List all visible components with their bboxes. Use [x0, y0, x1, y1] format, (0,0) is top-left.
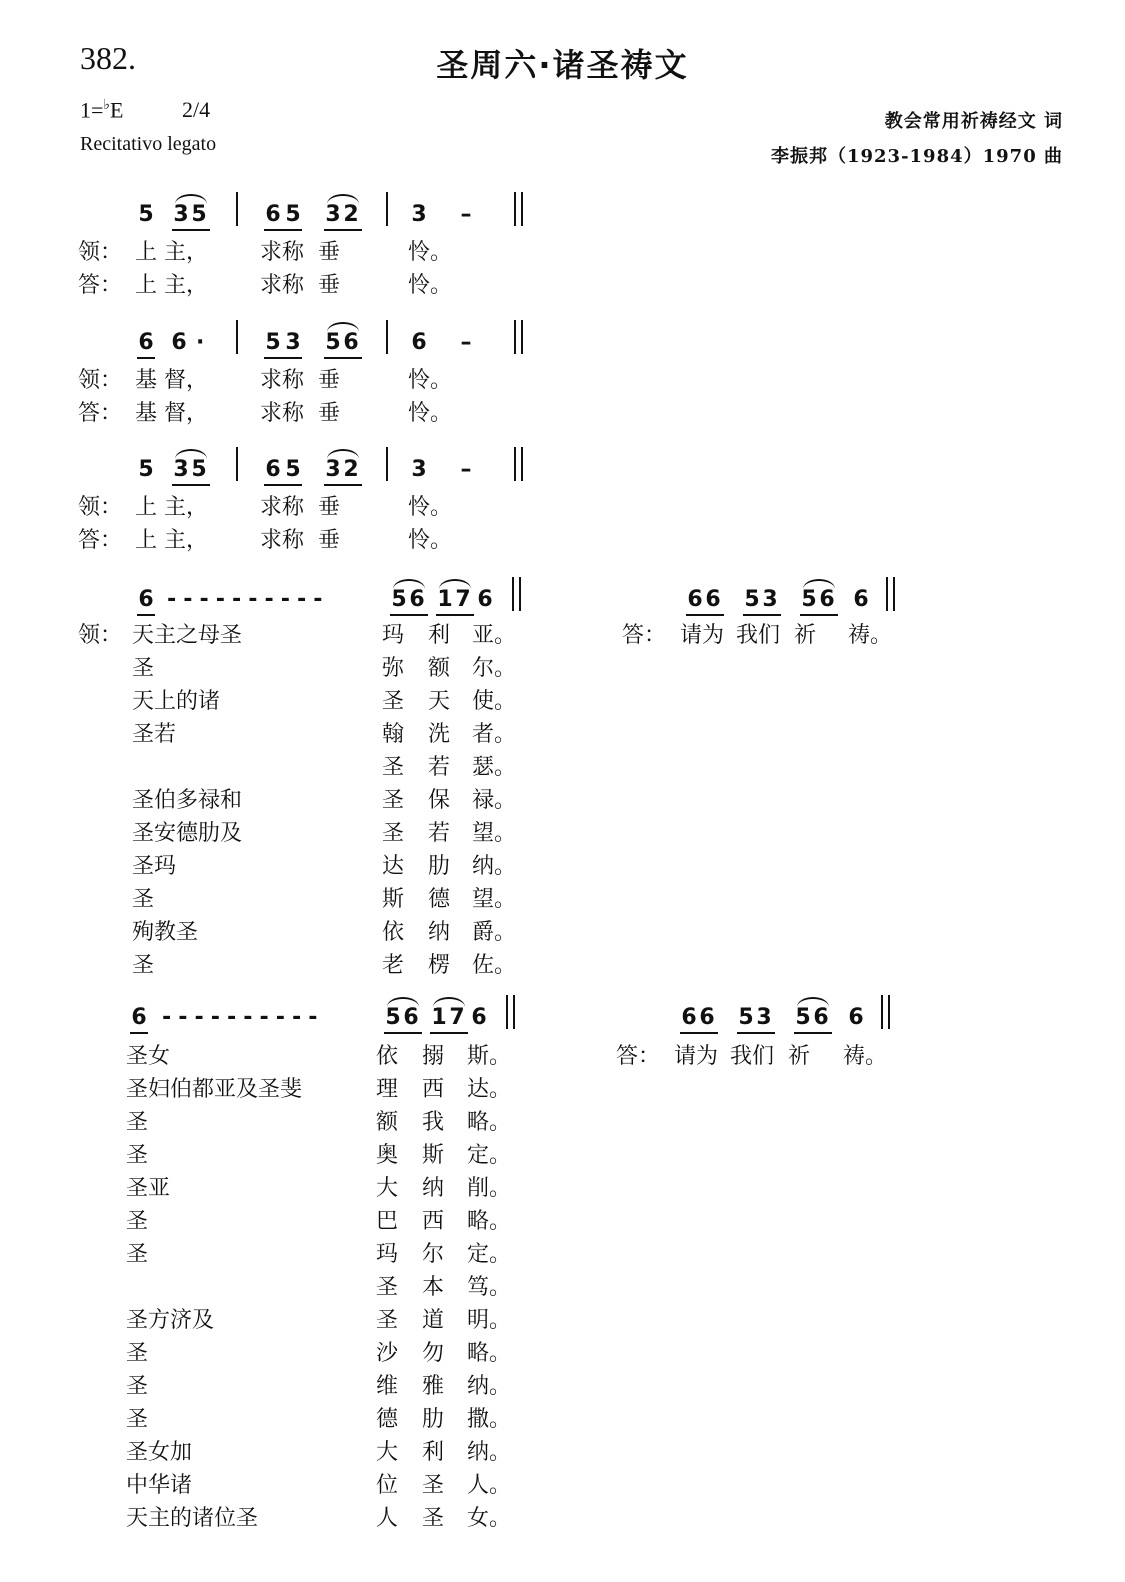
page-title: 圣周六·诸圣祷文	[436, 46, 689, 84]
underline	[172, 484, 210, 486]
invocation-syllable: 勿	[422, 1341, 445, 1366]
slur	[327, 322, 359, 332]
invocation-syllable: 弥	[382, 656, 405, 681]
barline	[236, 320, 238, 354]
invocation-syllable: 肋	[428, 854, 451, 879]
barline	[386, 320, 388, 354]
extension-dash: –	[460, 202, 472, 227]
invocation-text: 中华诸	[126, 1473, 193, 1498]
invocation-syllable: 斯	[382, 887, 405, 912]
slur	[393, 579, 425, 589]
recitation-dashes: ----------	[160, 1005, 323, 1030]
note: 3	[285, 330, 301, 355]
leader-label: 领：	[78, 368, 123, 393]
answer-label: 答：	[616, 1044, 661, 1069]
invocation-text: 圣	[132, 656, 155, 681]
invocation-syllable: 笃。	[467, 1275, 512, 1300]
invocation-syllable: 定。	[467, 1242, 512, 1267]
barline	[386, 192, 388, 226]
invocation-syllable: 纳	[422, 1176, 445, 1201]
notation-row	[0, 328, 1125, 368]
lyric: 怜。	[408, 240, 453, 265]
key-prefix: 1=	[80, 97, 104, 123]
invocation-syllable: 定。	[467, 1143, 512, 1168]
invocation-syllable: 楞	[428, 953, 451, 978]
response-word: 祈	[788, 1044, 811, 1069]
note: 6	[819, 587, 835, 612]
final-barline	[512, 577, 521, 611]
slur	[387, 997, 419, 1007]
invocation-syllable: 搦	[422, 1044, 445, 1069]
leader-label: 领：	[78, 495, 123, 520]
invocation-syllable: 利	[422, 1440, 445, 1465]
invocation-syllable: 西	[422, 1209, 445, 1234]
response-word: 请为	[674, 1044, 719, 1069]
note: 6	[138, 587, 154, 612]
invocation-text: 天上的诸	[132, 689, 221, 714]
augmentation-dot: ·	[196, 330, 205, 355]
note: 6	[403, 1005, 419, 1030]
final-barline	[881, 995, 890, 1029]
invocation-syllable: 洗	[428, 722, 451, 747]
note: 5	[391, 587, 407, 612]
response-word: 请为	[680, 623, 725, 648]
invocation-syllable: 圣	[376, 1308, 399, 1333]
invocation-syllable: 维	[376, 1374, 399, 1399]
invocation-syllable: 瑟。	[472, 755, 517, 780]
barline	[236, 447, 238, 481]
invocation-syllable: 大	[376, 1440, 399, 1465]
invocation-syllable: 西	[422, 1077, 445, 1102]
invocation-text: 殉教圣	[132, 920, 199, 945]
invocation-syllable: 尔。	[472, 656, 517, 681]
invocation-syllable: 圣	[422, 1473, 445, 1498]
invocation-text: 圣玛	[132, 854, 177, 879]
note: 5	[265, 330, 281, 355]
slur	[439, 579, 471, 589]
note: 6	[853, 587, 869, 612]
lyric: 垂	[318, 368, 341, 393]
lyric: 上 主，	[135, 273, 208, 298]
invocation-syllable: 圣	[422, 1506, 445, 1531]
note: 2	[343, 202, 359, 227]
final-barline	[506, 995, 515, 1029]
invocation-text: 圣若	[132, 722, 177, 747]
underline	[137, 357, 155, 359]
invocation-syllable: 撒。	[467, 1407, 512, 1432]
invocation-syllable: 额	[428, 656, 451, 681]
invocation-syllable: 尔	[422, 1242, 445, 1267]
note: 6	[687, 587, 703, 612]
invocation-syllable: 圣	[382, 788, 405, 813]
invocation-syllable: 圣	[376, 1275, 399, 1300]
invocation-syllable: 依	[376, 1044, 399, 1069]
invocation-syllable: 爵。	[472, 920, 517, 945]
note: 3	[762, 587, 778, 612]
underline	[384, 1032, 422, 1034]
invocation-syllable: 禄。	[472, 788, 517, 813]
invocation-text: 天主的诸位圣	[126, 1506, 259, 1531]
lyric: 垂	[318, 401, 341, 426]
note: 5	[738, 1005, 754, 1030]
response-word: 祷。	[848, 623, 893, 648]
invocation-text: 圣	[132, 887, 155, 912]
note: 6	[848, 1005, 864, 1030]
response-word: 祷。	[843, 1044, 888, 1069]
invocation-syllable: 佐。	[472, 953, 517, 978]
answer-label: 答：	[78, 401, 123, 426]
invocation-syllable: 削。	[467, 1176, 512, 1201]
invocation-syllable: 略。	[467, 1341, 512, 1366]
note: 2	[343, 457, 359, 482]
invocation-syllable: 位	[376, 1473, 399, 1498]
response-word: 我们	[736, 623, 781, 648]
barline	[386, 447, 388, 481]
note: 3	[325, 202, 341, 227]
composer-credit: 李振邦（1923-1984）1970 曲	[770, 146, 1063, 167]
underline	[686, 614, 724, 616]
invocation-syllable: 我	[422, 1110, 445, 1135]
invocation-syllable: 天	[428, 689, 451, 714]
note: 6	[265, 202, 281, 227]
note: 5	[138, 202, 154, 227]
lyric: 垂	[318, 495, 341, 520]
underline	[324, 357, 362, 359]
underline	[794, 1032, 832, 1034]
notation-row	[0, 1003, 1125, 1043]
invocation-text: 圣伯多禄和	[132, 788, 243, 813]
lyric: 求称	[260, 495, 305, 520]
lyric: 垂	[318, 528, 341, 553]
note: 6	[705, 587, 721, 612]
note: 7	[455, 587, 471, 612]
invocation-syllable: 纳。	[467, 1440, 512, 1465]
notation-row	[0, 200, 1125, 240]
underline	[390, 614, 428, 616]
invocation-syllable: 使。	[472, 689, 517, 714]
lyric: 怜。	[408, 495, 453, 520]
invocation-syllable: 纳	[428, 920, 451, 945]
lyric: 怜。	[408, 368, 453, 393]
note: 3	[173, 202, 189, 227]
response-word: 我们	[730, 1044, 775, 1069]
leader-label: 领：	[78, 240, 123, 265]
note: 3	[173, 457, 189, 482]
extension-dash: –	[460, 457, 472, 482]
invocation-syllable: 理	[376, 1077, 399, 1102]
note: 5	[795, 1005, 811, 1030]
invocation-syllable: 人。	[467, 1473, 512, 1498]
lyric: 求称	[260, 401, 305, 426]
invocation-syllable: 依	[382, 920, 405, 945]
invocation-syllable: 若	[428, 755, 451, 780]
invocation-syllable: 圣	[382, 821, 405, 846]
final-barline	[514, 447, 523, 481]
invocation-syllable: 达。	[467, 1077, 512, 1102]
answer-label: 答：	[78, 528, 123, 553]
underline	[436, 614, 474, 616]
lyric: 垂	[318, 240, 341, 265]
underline	[264, 357, 302, 359]
invocation-syllable: 沙	[376, 1341, 399, 1366]
invocation-text: 圣女加	[126, 1440, 193, 1465]
invocation-syllable: 保	[428, 788, 451, 813]
invocation-syllable: 奥	[376, 1143, 399, 1168]
note: 6	[409, 587, 425, 612]
invocation-syllable: 明。	[467, 1308, 512, 1333]
lyric: 基 督，	[135, 368, 208, 393]
invocation-syllable: 圣	[382, 755, 405, 780]
underline	[800, 614, 838, 616]
invocation-syllable: 斯。	[467, 1044, 512, 1069]
note: 6	[131, 1005, 147, 1030]
invocation-text: 圣女	[126, 1044, 171, 1069]
note: 5	[325, 330, 341, 355]
lyric: 怜。	[408, 528, 453, 553]
note: 6	[171, 330, 187, 355]
invocation-syllable: 玛	[376, 1242, 399, 1267]
hymn-number: 382.	[80, 40, 136, 76]
invocation-syllable: 雅	[422, 1374, 445, 1399]
final-barline	[514, 192, 523, 226]
invocation-syllable: 略。	[467, 1209, 512, 1234]
note: 5	[385, 1005, 401, 1030]
invocation-syllable: 斯	[422, 1143, 445, 1168]
slur	[797, 997, 829, 1007]
note: 5	[191, 457, 207, 482]
lyric: 怜。	[408, 401, 453, 426]
leader-label: 领：	[78, 623, 123, 648]
answer-label: 答：	[622, 623, 667, 648]
invocation-text: 圣	[126, 1374, 149, 1399]
note: 6	[699, 1005, 715, 1030]
underline	[137, 614, 155, 616]
lyric: 基 督，	[135, 401, 208, 426]
note: 5	[744, 587, 760, 612]
lyric: 垂	[318, 273, 341, 298]
invocation-text: 圣亚	[126, 1176, 171, 1201]
invocation-text: 圣	[126, 1407, 149, 1432]
invocation-text: 圣	[126, 1242, 149, 1267]
underline	[324, 229, 362, 231]
slur	[803, 579, 835, 589]
lyric: 怜。	[408, 273, 453, 298]
note: 3	[411, 457, 427, 482]
invocation-text: 圣	[126, 1341, 149, 1366]
invocation-syllable: 圣	[382, 689, 405, 714]
invocation-syllable: 额	[376, 1110, 399, 1135]
lyric: 上 主，	[135, 495, 208, 520]
note: 5	[191, 202, 207, 227]
note: 5	[285, 457, 301, 482]
underline	[130, 1032, 148, 1034]
note: 5	[801, 587, 817, 612]
note: 7	[449, 1005, 465, 1030]
note: 6	[411, 330, 427, 355]
extension-dash: –	[460, 330, 472, 355]
invocation-syllable: 肋	[422, 1407, 445, 1432]
invocation-syllable: 亚。	[472, 623, 517, 648]
invocation-syllable: 玛	[382, 623, 405, 648]
note: 6	[265, 457, 281, 482]
invocation-syllable: 者。	[472, 722, 517, 747]
note: 6	[681, 1005, 697, 1030]
notation-row	[0, 455, 1125, 495]
invocation-syllable: 道	[422, 1308, 445, 1333]
invocation-syllable: 达	[382, 854, 405, 879]
underline	[324, 484, 362, 486]
lyric: 求称	[260, 240, 305, 265]
invocation-syllable: 翰	[382, 722, 405, 747]
invocation-syllable: 巴	[376, 1209, 399, 1234]
lyric: 上 主，	[135, 528, 208, 553]
final-barline	[886, 577, 895, 611]
note: 6	[138, 330, 154, 355]
underline	[172, 229, 210, 231]
slur	[433, 997, 465, 1007]
invocation-syllable: 纳。	[467, 1374, 512, 1399]
invocation-text: 圣	[126, 1110, 149, 1135]
flat-icon: ♭	[103, 98, 111, 113]
note: 6	[477, 587, 493, 612]
lyric: 求称	[260, 528, 305, 553]
note: 6	[813, 1005, 829, 1030]
lyric: 求称	[260, 368, 305, 393]
tempo-marking: Recitativo legato	[80, 133, 217, 155]
lyric: 求称	[260, 273, 305, 298]
note: 1	[431, 1005, 447, 1030]
invocation-syllable: 利	[428, 623, 451, 648]
invocation-syllable: 德	[376, 1407, 399, 1432]
invocation-text: 圣妇伯都亚及圣斐	[126, 1077, 303, 1102]
underline	[680, 1032, 718, 1034]
time-signature: 2/4	[182, 97, 211, 122]
invocation-syllable: 大	[376, 1176, 399, 1201]
final-barline	[514, 320, 523, 354]
note: 3	[325, 457, 341, 482]
recitation-dashes: ----------	[165, 587, 328, 612]
invocation-syllable: 女。	[467, 1506, 512, 1531]
note: 3	[756, 1005, 772, 1030]
invocation-text: 圣方济及	[126, 1308, 215, 1333]
note: 6	[471, 1005, 487, 1030]
underline	[264, 229, 302, 231]
invocation-syllable: 德	[428, 887, 451, 912]
key-signature	[80, 97, 123, 123]
invocation-text: 天主之母圣	[132, 623, 243, 648]
barline	[236, 192, 238, 226]
invocation-syllable: 人	[376, 1506, 399, 1531]
invocation-syllable: 略。	[467, 1110, 512, 1135]
underline	[743, 614, 781, 616]
slur	[175, 449, 207, 459]
invocation-syllable: 若	[428, 821, 451, 846]
underline	[264, 484, 302, 486]
slur	[175, 194, 207, 204]
underline	[430, 1032, 468, 1034]
invocation-syllable: 望。	[472, 887, 517, 912]
note: 5	[285, 202, 301, 227]
invocation-syllable: 本	[422, 1275, 445, 1300]
underline	[737, 1032, 775, 1034]
invocation-syllable: 望。	[472, 821, 517, 846]
note: 3	[411, 202, 427, 227]
invocation-text: 圣	[132, 953, 155, 978]
note: 6	[343, 330, 359, 355]
invocation-text: 圣	[126, 1143, 149, 1168]
invocation-text: 圣安德肋及	[132, 821, 243, 846]
lyric: 上 主，	[135, 240, 208, 265]
key-note: E	[110, 97, 124, 123]
answer-label: 答：	[78, 273, 123, 298]
invocation-text: 圣	[126, 1209, 149, 1234]
slur	[327, 194, 359, 204]
lyricist-credit: 教会常用祈祷经文 词	[884, 111, 1063, 132]
invocation-syllable: 老	[382, 953, 405, 978]
invocation-syllable: 纳。	[472, 854, 517, 879]
note: 1	[437, 587, 453, 612]
response-word: 祈	[794, 623, 817, 648]
note: 5	[138, 457, 154, 482]
slur	[327, 449, 359, 459]
